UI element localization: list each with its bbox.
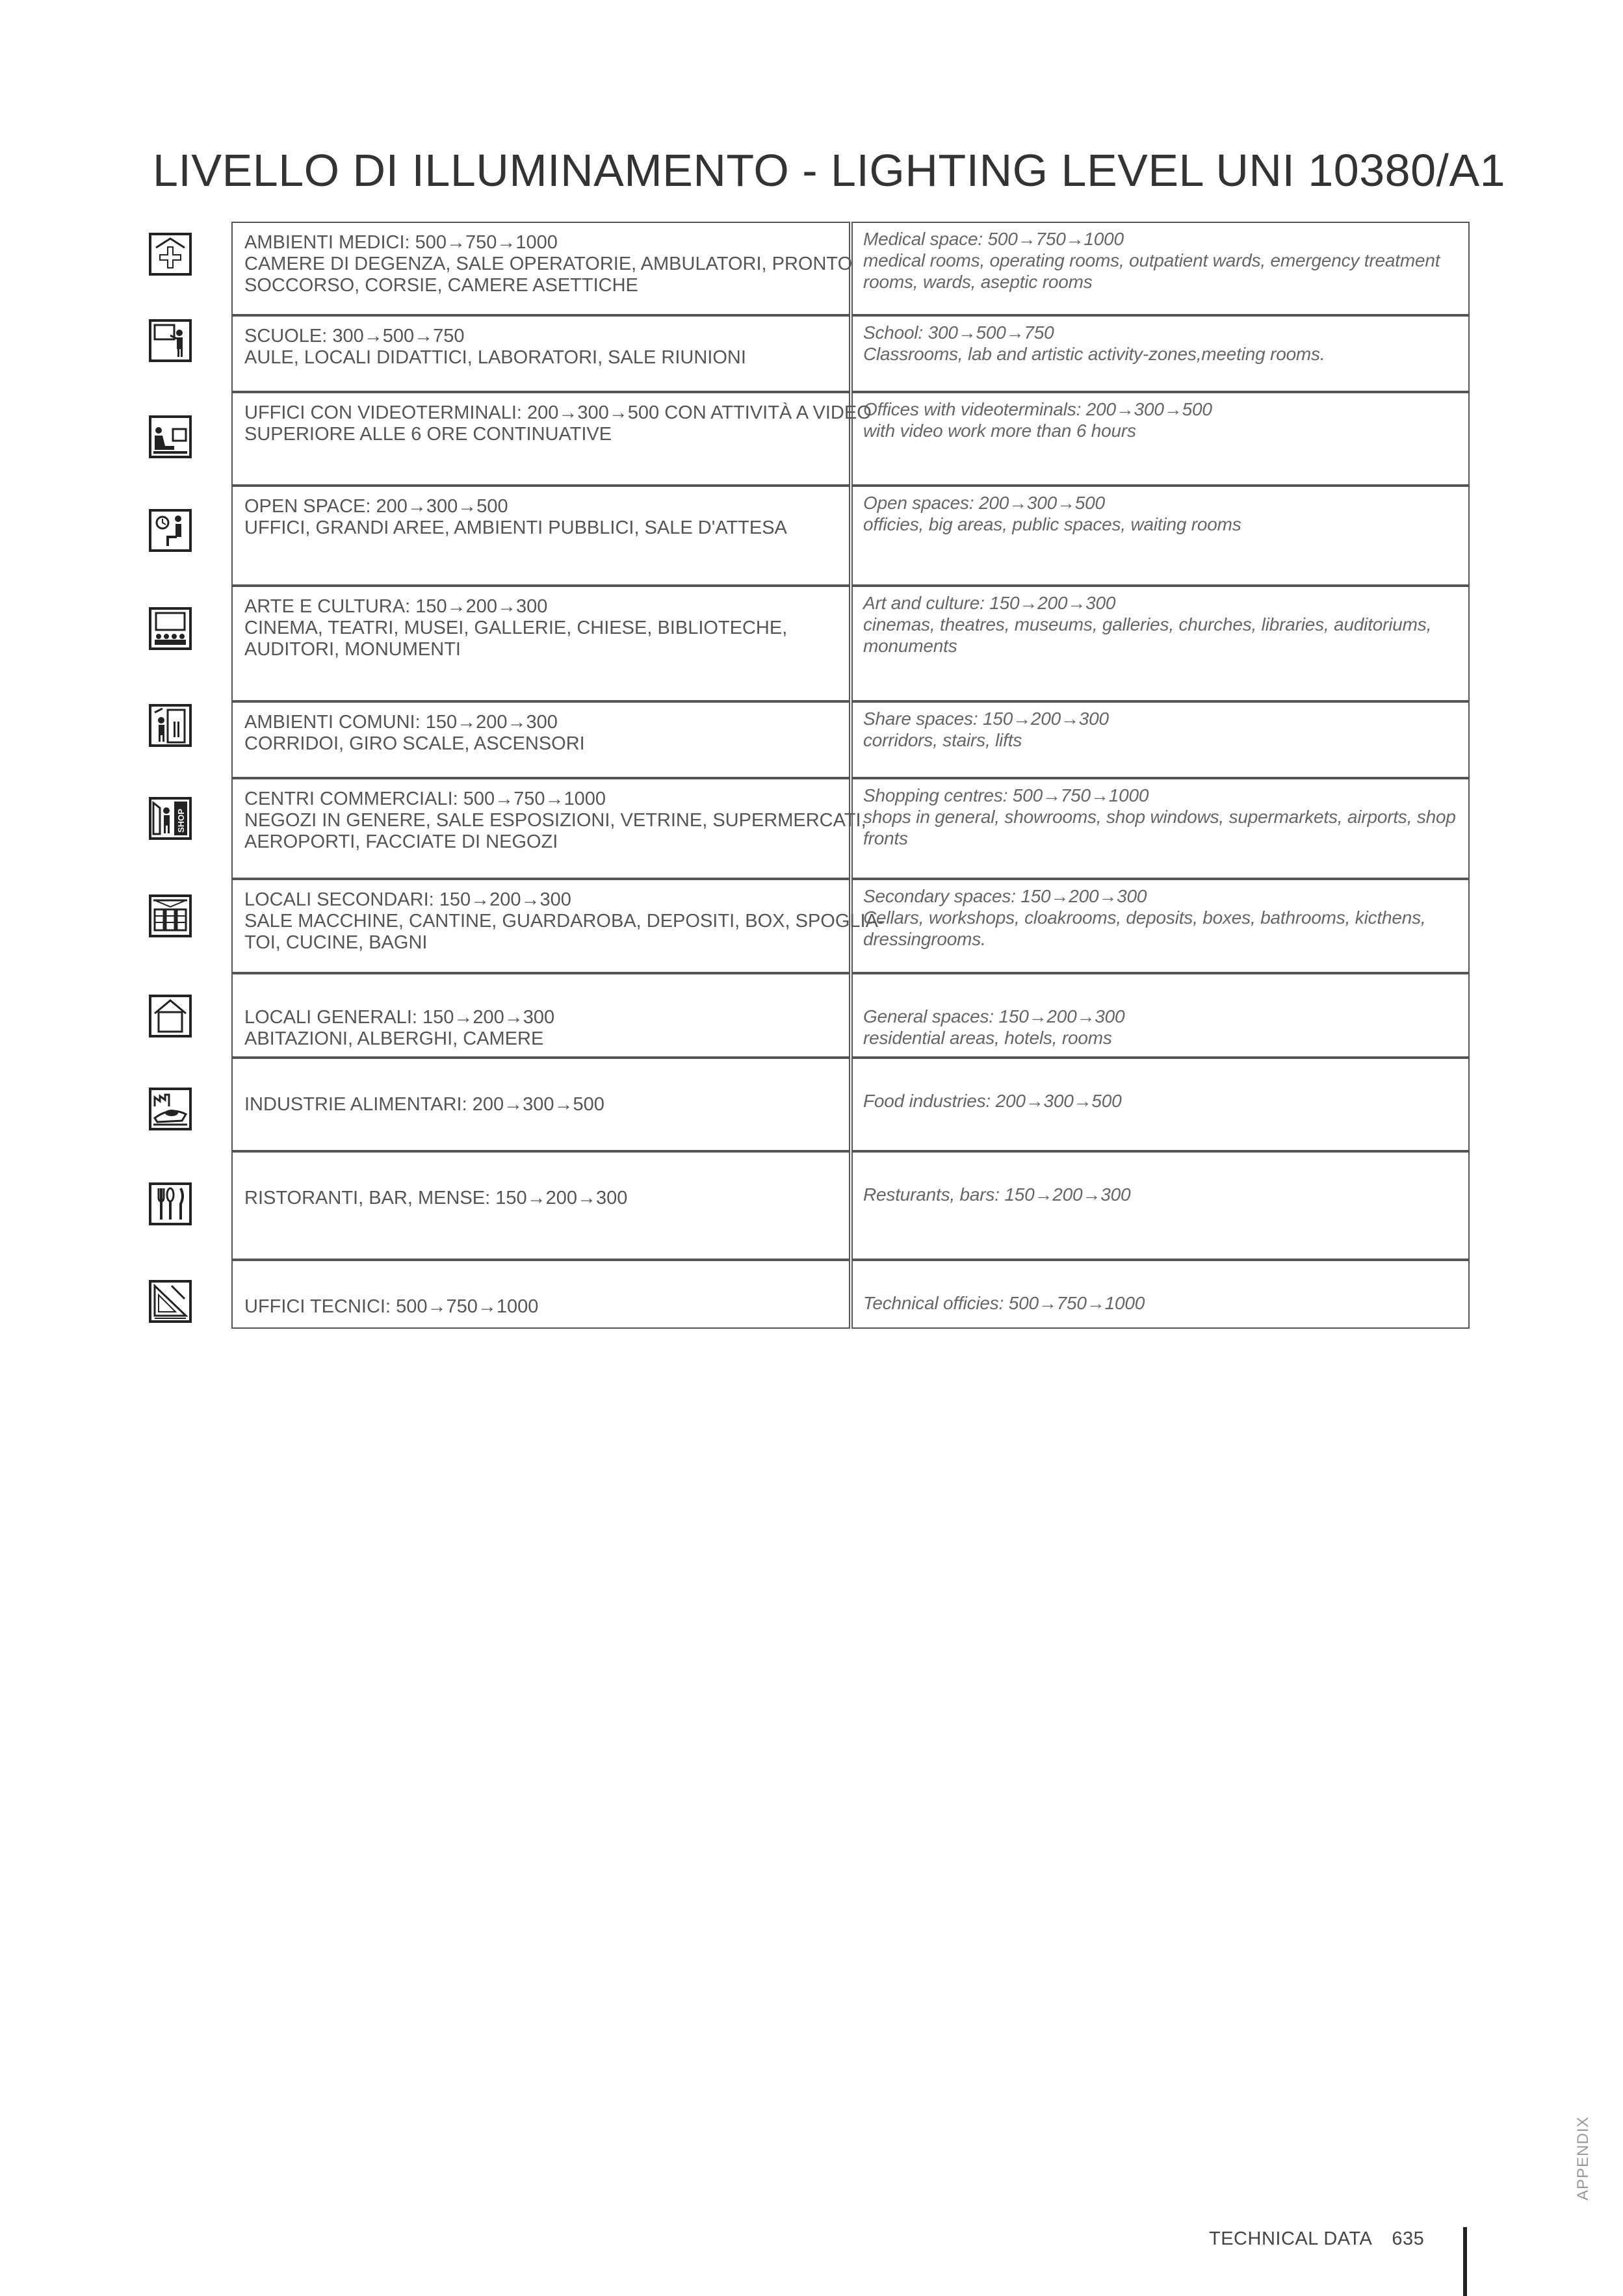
text-line: AULE, LOCALI DIDATTICI, LABORATORI, SALE RIUNIONI: [244, 347, 746, 368]
english-cell: [851, 392, 1470, 486]
text-line: AMBIENTI MEDICI: 500→750→1000: [244, 232, 558, 253]
italian-cell: [231, 701, 850, 778]
italian-cell: [231, 1058, 850, 1151]
text-line: CORRIDOI, GIRO SCALE, ASCENSORI: [244, 733, 585, 754]
text-line: Offices with videoterminals: 200→300→500: [863, 399, 1212, 419]
english-cell: [851, 973, 1470, 1058]
english-cell: [851, 1260, 1470, 1329]
section-side-label: APPENDIX: [1574, 2116, 1592, 2200]
text-line: TOI, CUCINE, BAGNI: [244, 932, 428, 953]
text-line: Open spaces: 200→300→500: [863, 493, 1105, 513]
shop-icon: [148, 796, 192, 841]
english-cell: [851, 879, 1470, 973]
text-line: Medical space: 500→750→1000: [863, 229, 1124, 249]
text-line: monuments: [863, 636, 957, 656]
text-line: General spaces: 150→200→300: [863, 1006, 1125, 1026]
text-line: AEROPORTI, FACCIATE DI NEGOZI: [244, 831, 558, 852]
text-line: SOCCORSO, CORSIE, CAMERE ASETTICHE: [244, 275, 638, 296]
shop-icon-label: SHOP: [176, 809, 186, 833]
text-line: Cellars, workshops, cloakrooms, deposits, boxes, bathrooms, kicthens,: [863, 907, 1426, 928]
text-line: officies, big areas, public spaces, waiting rooms: [863, 514, 1241, 534]
elevator-person-icon: [148, 703, 192, 748]
text-line: SCUOLE: 300→500→750: [244, 326, 465, 346]
text-line: ARTE E CULTURA: 150→200→300: [244, 596, 548, 617]
house-icon: [148, 994, 192, 1038]
text-line: UFFICI, GRANDI AREE, AMBIENTI PUBBLICI, SALE D'ATTESA: [244, 517, 787, 538]
cinema-audience-icon: [148, 607, 192, 651]
english-cell: [851, 701, 1470, 778]
text-line: AUDITORI, MONUMENTI: [244, 639, 461, 660]
text-line: with video work more than 6 hours: [863, 421, 1136, 441]
italian-cell: [231, 315, 850, 392]
english-cell: [851, 222, 1470, 315]
text-line: Shopping centres: 500→750→1000: [863, 785, 1149, 805]
text-line: Technical officies: 500→750→1000: [863, 1293, 1145, 1313]
text-line: CENTRI COMMERCIALI: 500→750→1000: [244, 789, 606, 809]
text-line: Secondary spaces: 150→200→300: [863, 886, 1147, 906]
technical-drawing-icon: [148, 1279, 192, 1324]
text-line: dressingrooms.: [863, 929, 986, 949]
english-cell: [851, 315, 1470, 392]
english-cell: [851, 778, 1470, 879]
text-line: UFFICI CON VIDEOTERMINALI: 200→300→500 CON ATTIVITÀ A VIDEO: [244, 402, 872, 423]
food-industry-icon: [148, 1087, 192, 1131]
page-title: LIVELLO DI ILLUMINAMENTO - LIGHTING LEVEL UNI 10380/A1: [153, 145, 1506, 196]
italian-cell: [231, 392, 872, 486]
text-line: Share spaces: 150→200→300: [863, 709, 1109, 729]
text-line: corridors, stairs, lifts: [863, 730, 1022, 750]
waiting-person-icon: [148, 508, 192, 553]
italian-cell: [231, 586, 850, 701]
text-line: AMBIENTI COMUNI: 150→200→300: [244, 712, 558, 733]
text-line: NEGOZI IN GENERE, SALE ESPOSIZIONI, VETRINE, SUPERMERCATI,: [244, 810, 866, 831]
text-line: fronts: [863, 828, 908, 848]
text-line: LOCALI GENERALI: 150→200→300: [244, 1007, 555, 1028]
text-line: LOCALI SECONDARI: 150→200→300: [244, 889, 571, 910]
text-line: shops in general, showrooms, shop windows, supermarkets, airports, shop: [863, 807, 1456, 827]
english-cell: [851, 1058, 1470, 1151]
text-line: cinemas, theatres, museums, galleries, churches, libraries, auditoriums,: [863, 614, 1432, 634]
italian-cell: [231, 1260, 850, 1329]
cutlery-icon: [148, 1182, 192, 1226]
footer-section: TECHNICAL DATA: [1209, 2228, 1373, 2249]
medical-cross-icon: [148, 232, 192, 276]
text-line: INDUSTRIE ALIMENTARI: 200→300→500: [244, 1094, 604, 1115]
page-footer: [1209, 2228, 1424, 2250]
italian-cell: [231, 1151, 850, 1260]
italian-cell: [231, 973, 850, 1058]
text-line: ABITAZIONI, ALBERGHI, CAMERE: [244, 1028, 544, 1049]
english-cell: [851, 486, 1470, 586]
text-line: medical rooms, operating rooms, outpatient wards, emergency treatment: [863, 250, 1440, 270]
italian-cell: [231, 486, 850, 586]
text-line: School: 300→500→750: [863, 322, 1054, 343]
text-line: Food industries: 200→300→500: [863, 1091, 1122, 1111]
teacher-board-icon: [148, 319, 192, 363]
italian-cell: [231, 778, 866, 879]
text-line: Art and culture: 150→200→300: [863, 593, 1116, 613]
english-cell: [851, 586, 1470, 701]
english-cell: [851, 1151, 1470, 1260]
text-line: SALE MACCHINE, CANTINE, GUARDAROBA, DEPOSITI, BOX, SPOGLIA-: [244, 911, 885, 932]
text-line: residential areas, hotels, rooms: [863, 1028, 1112, 1048]
text-line: SUPERIORE ALLE 6 ORE CONTINUATIVE: [244, 424, 612, 445]
video-terminal-icon: [148, 415, 192, 459]
footer-divider: [1463, 2227, 1467, 2296]
text-line: Classrooms, lab and artistic activity-zones,meeting rooms.: [863, 344, 1325, 364]
text-line: Resturants, bars: 150→200→300: [863, 1184, 1131, 1205]
storage-shelves-icon: [148, 894, 192, 938]
text-line: rooms, wards, aseptic rooms: [863, 272, 1093, 292]
text-line: UFFICI TECNICI: 500→750→1000: [244, 1296, 539, 1317]
page-number: 635: [1392, 2228, 1425, 2249]
text-line: CAMERE DI DEGENZA, SALE OPERATORIE, AMBULATORI, PRONTO: [244, 254, 853, 274]
text-line: CINEMA, TEATRI, MUSEI, GALLERIE, CHIESE, BIBLIOTECHE,: [244, 618, 788, 638]
italian-cell: [231, 879, 885, 973]
text-line: RISTORANTI, BAR, MENSE: 150→200→300: [244, 1188, 628, 1208]
text-line: OPEN SPACE: 200→300→500: [244, 496, 508, 517]
italian-cell: [231, 222, 853, 315]
